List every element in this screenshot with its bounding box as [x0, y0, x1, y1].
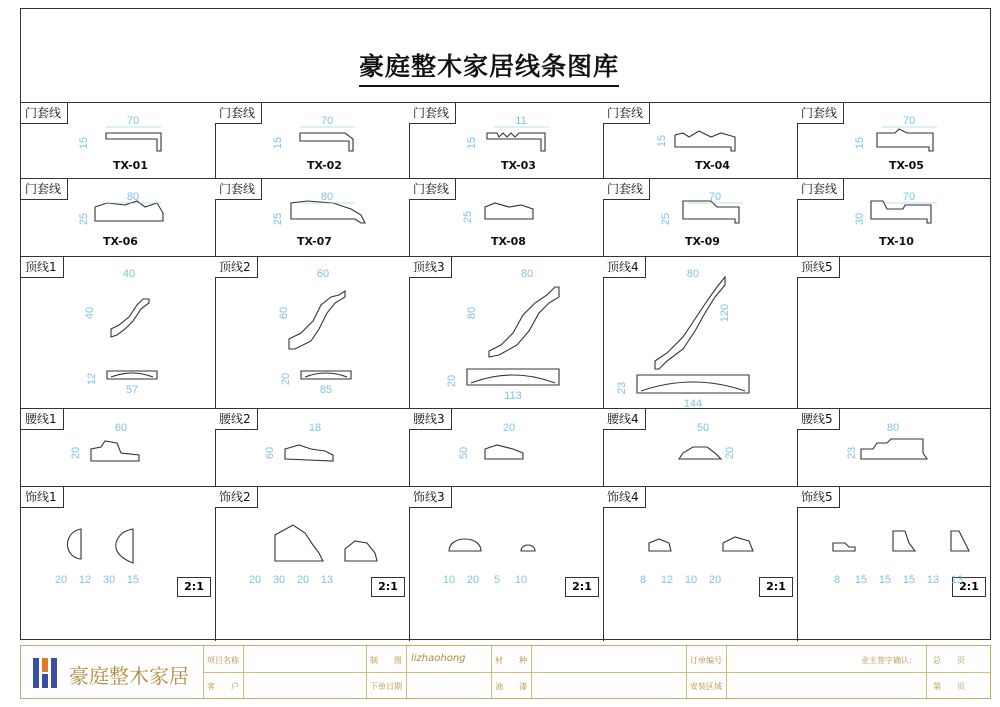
- profile-cell: [215, 487, 410, 641]
- profile-drawing: [215, 487, 409, 641]
- dimension-label: 15: [854, 136, 866, 150]
- dimension-label: 30: [102, 574, 116, 586]
- profile-outline: [485, 203, 533, 219]
- cell-label: 门套线: [21, 179, 68, 200]
- company-name: 豪庭整木家居: [69, 664, 189, 688]
- profile-drawing: [409, 257, 603, 409]
- order-date-label: 下单日期: [370, 682, 402, 691]
- dimension-label: 18: [308, 422, 322, 434]
- profile-drawing: [21, 257, 215, 409]
- profile-code: TX-01: [113, 159, 148, 172]
- profile-outline: [655, 277, 725, 369]
- dimension-label: 57: [125, 384, 139, 396]
- dimension-label: 11: [515, 115, 527, 127]
- dimension-label: 20: [502, 422, 516, 434]
- page-no-label: 第 页: [933, 682, 965, 691]
- install-area-label: 安装区域: [690, 682, 722, 691]
- owner-confirm-label: 业主签字确认：: [861, 656, 917, 665]
- dimension-label: 13: [950, 574, 964, 586]
- cell-label: 门套线: [409, 179, 456, 200]
- dimension-label: 20: [466, 574, 480, 586]
- profile-cell: [603, 487, 798, 641]
- dimension-label: 13: [320, 574, 334, 586]
- profile-outline: [111, 299, 149, 337]
- dimension-label: 20: [70, 446, 82, 460]
- total-pages-label: 总 页: [933, 656, 965, 665]
- profile-drawing: [603, 487, 797, 641]
- profile-outline: [91, 441, 139, 461]
- cell-label: 饰线5: [797, 487, 840, 508]
- drawing-sheet: [20, 8, 991, 640]
- dimension-label: 25: [78, 212, 90, 226]
- cell-label: 门套线: [409, 103, 456, 124]
- dimension-label: 15: [656, 134, 668, 148]
- profile-drawing: [21, 487, 215, 641]
- dimension-label: 60: [114, 422, 128, 434]
- profile-code: TX-04: [695, 159, 730, 172]
- profile-code: TX-02: [307, 159, 342, 172]
- profile-outline: [833, 531, 969, 551]
- cell-label: 顶线2: [215, 257, 258, 278]
- dimension-label: 12: [86, 372, 98, 386]
- profile-code: TX-09: [685, 235, 720, 248]
- cell-label: 腰线3: [409, 409, 452, 430]
- title-strip: [20, 645, 991, 699]
- dimension-label: 13: [926, 574, 940, 586]
- profile-cell: [797, 487, 990, 641]
- dimension-label: 70: [320, 115, 334, 127]
- dimension-label: 25: [272, 212, 284, 226]
- profile-outline: [449, 539, 535, 551]
- cell-label: 门套线: [603, 179, 650, 200]
- profile-cell: [409, 103, 604, 179]
- title-block: [21, 9, 990, 103]
- profile-cell: [215, 179, 410, 257]
- cell-label: 饰线1: [21, 487, 64, 508]
- cell-label: 门套线: [215, 179, 262, 200]
- cell-label: 腰线1: [21, 409, 64, 430]
- profile-drawing: [603, 257, 797, 409]
- profile-outline: [487, 133, 545, 151]
- drafter-name: lizhaohong: [411, 653, 466, 664]
- order-no-label: 订单编号: [690, 656, 722, 665]
- dimension-label: 80: [886, 422, 900, 434]
- dimension-label: 70: [708, 191, 722, 203]
- cell-label: 顶线4: [603, 257, 646, 278]
- drafter-label: 制 图: [370, 656, 402, 665]
- dimension-label: 15: [126, 574, 140, 586]
- dimension-label: 85: [319, 384, 333, 396]
- dimension-label: 23: [616, 381, 628, 395]
- dimension-label: 80: [520, 268, 534, 280]
- profile-outline: [877, 129, 933, 151]
- dimension-label: 23: [846, 446, 858, 460]
- dimension-label: 25: [462, 210, 474, 224]
- profile-cell: [603, 409, 798, 487]
- profile-outline: [675, 131, 735, 151]
- profile-drawing: [603, 409, 797, 487]
- project-name-label: 项目名称: [207, 656, 239, 665]
- dimension-label: 20: [248, 574, 262, 586]
- profile-cell: [409, 257, 604, 409]
- profile-cell: [603, 179, 798, 257]
- dimension-label: 70: [902, 115, 916, 127]
- profile-outline: [68, 529, 134, 563]
- dimension-label: 70: [126, 115, 140, 127]
- profile-cell: [797, 257, 990, 409]
- profile-drawing: [797, 409, 990, 487]
- paint-label: 油 漆: [495, 682, 527, 691]
- dimension-label: 20: [54, 574, 68, 586]
- profile-drawing: [409, 409, 603, 487]
- dimension-label: 8: [833, 574, 841, 586]
- dimension-label: 60: [278, 306, 290, 320]
- profile-outline: [300, 133, 353, 151]
- dimension-label: 15: [854, 574, 868, 586]
- dimension-label: 20: [280, 372, 292, 386]
- dimension-label: 40: [122, 268, 136, 280]
- dimension-label: 60: [264, 446, 276, 460]
- dimension-label: 15: [878, 574, 892, 586]
- dimension-label: 12: [660, 574, 674, 586]
- dimension-label: 113: [504, 390, 522, 402]
- profile-cell: [603, 103, 798, 179]
- dimension-label: 15: [78, 136, 90, 150]
- profile-outline: [95, 201, 163, 221]
- profile-outline: [275, 525, 377, 561]
- dimension-label: 20: [296, 574, 310, 586]
- scale-ratio: 2:1: [177, 577, 211, 597]
- dimension-label: 20: [446, 374, 458, 388]
- cell-label: 门套线: [797, 103, 844, 124]
- cell-label: 腰线2: [215, 409, 258, 430]
- dimension-label: 50: [458, 446, 470, 460]
- dimension-label: 25: [660, 212, 672, 226]
- scale-ratio: 2:1: [952, 577, 986, 597]
- dimension-label: 30: [272, 574, 286, 586]
- company-logo: [31, 654, 201, 692]
- profile-section: [467, 369, 559, 385]
- scale-ratio: 2:1: [565, 577, 599, 597]
- profile-drawing: [409, 487, 603, 641]
- dimension-label: 10: [684, 574, 698, 586]
- profile-drawing: [797, 257, 990, 409]
- dimension-label: 80: [686, 268, 700, 280]
- profile-section: [107, 371, 157, 379]
- profile-cell: [21, 179, 216, 257]
- profile-cell: [21, 103, 216, 179]
- profile-outline: [289, 291, 345, 349]
- profile-drawing: [215, 257, 409, 409]
- scale-ratio: 2:1: [759, 577, 793, 597]
- cell-label: 饰线4: [603, 487, 646, 508]
- dimension-label: 12: [78, 574, 92, 586]
- profile-cell: [603, 257, 798, 409]
- page-title: 豪庭整木家居线条图库: [359, 47, 619, 87]
- profile-drawing: [797, 487, 990, 641]
- profile-code: TX-06: [103, 235, 138, 248]
- cell-label: 腰线4: [603, 409, 646, 430]
- dimension-label: 20: [724, 446, 736, 460]
- dimension-label: 15: [272, 136, 284, 150]
- cell-label: 饰线3: [409, 487, 452, 508]
- profile-outline: [679, 447, 721, 459]
- profile-cell: [21, 487, 216, 641]
- profile-code: TX-08: [491, 235, 526, 248]
- dimension-label: 144: [683, 398, 703, 410]
- dimension-label: 15: [466, 136, 478, 150]
- profile-outline: [285, 445, 333, 461]
- dimension-label: 15: [902, 574, 916, 586]
- dimension-label: 20: [708, 574, 722, 586]
- dimension-label: 40: [84, 306, 96, 320]
- profile-drawing: [21, 409, 215, 487]
- profile-cell: [21, 257, 216, 409]
- customer-label: 客 户: [207, 682, 239, 691]
- profile-outline: [291, 201, 365, 223]
- profile-cell: [409, 179, 604, 257]
- profile-code: TX-05: [889, 159, 924, 172]
- dimension-label: 50: [696, 422, 710, 434]
- cell-label: 腰线5: [797, 409, 840, 430]
- profile-cell: [797, 409, 990, 487]
- profile-cell: [215, 409, 410, 487]
- dimension-label: 60: [316, 268, 330, 280]
- dimension-label: 80: [126, 191, 140, 203]
- profile-code: TX-10: [879, 235, 914, 248]
- dimension-label: 80: [320, 191, 334, 203]
- profile-cell: [215, 257, 410, 409]
- profile-outline: [485, 445, 523, 459]
- dimension-label: 30: [854, 212, 866, 226]
- cell-label: 顶线5: [797, 257, 840, 278]
- cell-label: 门套线: [215, 103, 262, 124]
- profile-cell: [797, 179, 990, 257]
- profile-section: [637, 375, 749, 393]
- dimension-label: 120: [719, 303, 731, 323]
- profile-cell: [409, 487, 604, 641]
- dimension-label: 70: [902, 191, 916, 203]
- profile-outline: [871, 201, 931, 223]
- profile-outline: [861, 439, 927, 459]
- profile-code: TX-07: [297, 235, 332, 248]
- profile-drawing: [215, 409, 409, 487]
- cell-label: 门套线: [21, 103, 68, 124]
- cell-label: 顶线1: [21, 257, 64, 278]
- profile-outline: [649, 537, 753, 551]
- dimension-label: 10: [442, 574, 456, 586]
- cell-label: 门套线: [603, 103, 650, 124]
- profile-outline: [683, 201, 739, 223]
- material-label: 材 种: [495, 656, 527, 665]
- cell-label: 门套线: [797, 179, 844, 200]
- profile-cell: [21, 409, 216, 487]
- profile-outline: [106, 133, 161, 151]
- profile-section: [301, 371, 351, 379]
- scale-ratio: 2:1: [371, 577, 405, 597]
- cell-label: 顶线3: [409, 257, 452, 278]
- dimension-label: 80: [466, 306, 478, 320]
- profile-cell: [797, 103, 990, 179]
- profile-outline: [489, 287, 559, 357]
- profile-code: TX-03: [501, 159, 536, 172]
- dimension-label: 8: [639, 574, 647, 586]
- dimension-label: 5: [493, 574, 501, 586]
- profile-cell: [409, 409, 604, 487]
- profile-cell: [215, 103, 410, 179]
- dimension-label: 10: [514, 574, 528, 586]
- cell-label: 饰线2: [215, 487, 258, 508]
